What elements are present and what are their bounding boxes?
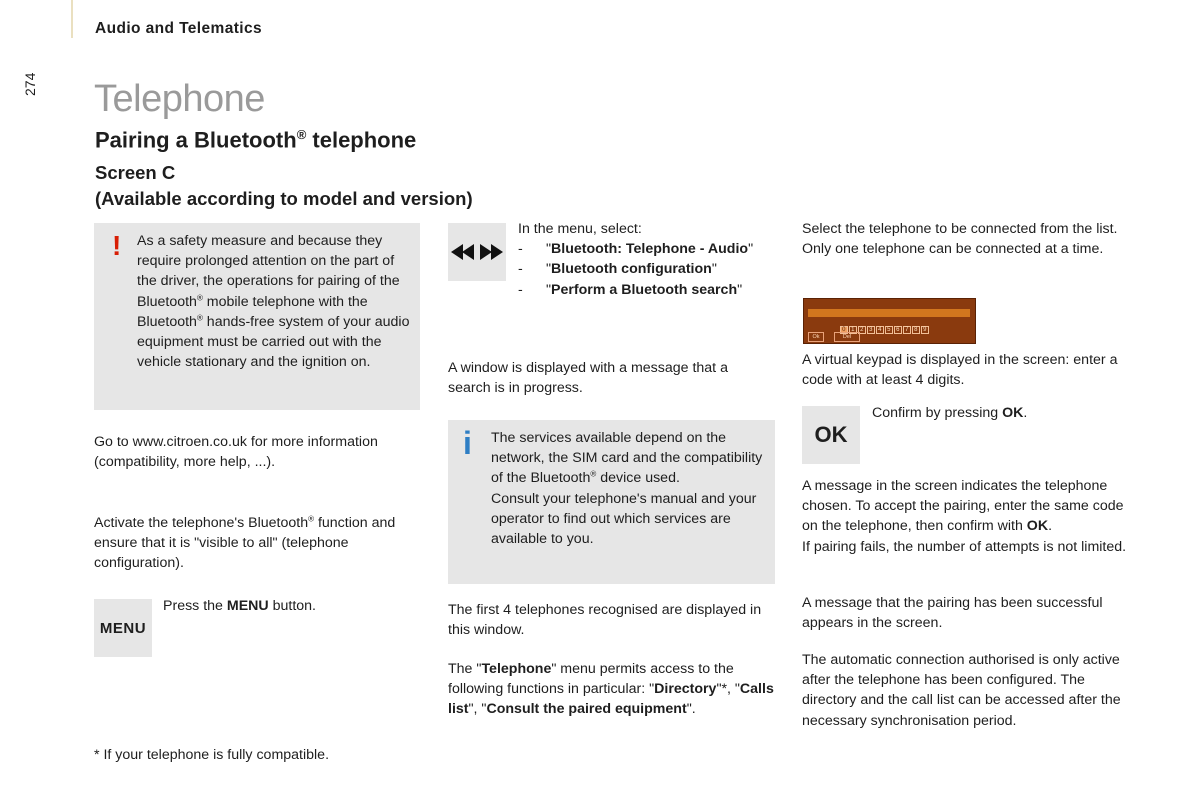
virtual-keypad <box>840 318 970 333</box>
activate-text: Activate the telephone's Bluetooth® function and ensure that it is "visible to all" (telephone configuration). <box>94 514 396 572</box>
screen-entry-bar <box>808 309 970 317</box>
menu-path-item: - "Perform a Bluetooth search" <box>518 280 780 300</box>
menu-step-text: Press the MENU button. <box>163 598 316 614</box>
keypad-key: 7 <box>903 326 911 334</box>
keypad-key: 0 <box>840 326 848 334</box>
keypad-key: 1 <box>849 326 857 334</box>
footnote: * If your telephone is fully compatible. <box>94 747 330 763</box>
keypad-key: 2 <box>858 326 866 334</box>
menu-path-item: - "Bluetooth configuration" <box>518 259 780 279</box>
page-title: Telephone <box>94 78 265 120</box>
menu-path-list <box>518 239 780 300</box>
warning-box <box>94 223 420 410</box>
success-text: A message that the pairing has been successful appears in the screen. <box>802 595 1103 632</box>
seek-buttons-icon <box>448 223 506 281</box>
info-icon: i <box>463 425 472 461</box>
website-note: Go to www.citroen.co.uk for more information (compatibility, more help, ...). <box>94 434 378 471</box>
keypad-key: 6 <box>894 326 902 334</box>
section-title: Audio and Telematics <box>95 20 263 37</box>
menu-select-intro: In the menu, select: <box>518 221 642 237</box>
auto-connect-text: The automatic connection authorised is only active after the telephone has been configured. The directory and the call list can be accessed after the necessary synchronisation period. <box>802 652 1121 729</box>
telephone-menu-text: The "Telephone" menu permits access to the following functions in particular: "Directory"*, "Calls list", "Consult the paired equipment". <box>448 661 774 718</box>
info-text: The services available depend on the network, the SIM card and the compatibility of the Bluetooth® device used. Consult your telephone's manual and your operator to find out which services are available to you. <box>491 430 763 548</box>
keypad-key: 9 <box>921 326 929 334</box>
keypad-key: 3 <box>867 326 875 334</box>
warning-text: As a safety measure and because they require prolonged attention on the part of the driver, the operations for pairing of the Bluetooth® mobile telephone with the Bluetooth® hands-free system of your audio equipment must be carried out with the vehicle stationary and the ignition on. <box>137 233 410 371</box>
keypad-key: 5 <box>885 326 893 334</box>
ok-button-label: OK <box>814 422 848 447</box>
keypad-key: 4 <box>876 326 884 334</box>
confirm-text: Confirm by pressing OK. <box>872 405 1028 421</box>
section-heading: Pairing a Bluetooth® telephone <box>95 127 417 153</box>
menu-button-label: MENU <box>99 619 147 637</box>
keypad-text: A virtual keypad is displayed in the screen: enter a code with at least 4 digits. <box>802 352 1118 389</box>
keypad-screen <box>803 298 976 344</box>
ok-button-icon <box>802 406 860 464</box>
pairing-message-text: A message in the screen indicates the telephone chosen. To accept the pairing, enter the same code on the telephone, then confirm with OK. If pairing fails, the number of attempts is not limited. <box>802 478 1127 555</box>
page-number: 274 <box>22 72 38 96</box>
keypad-key: 8 <box>912 326 920 334</box>
screen-del-key: Del <box>834 332 860 342</box>
info-box <box>448 420 775 584</box>
menu-path-item: - "Bluetooth: Telephone - Audio" <box>518 239 780 259</box>
exclamation-icon: ! <box>112 230 122 261</box>
select-phone-text: Select the telephone to be connected from the list. Only one telephone can be connected at a time. <box>802 221 1118 258</box>
screen-ok-key: Ok <box>808 332 824 342</box>
subheading-screen: Screen C <box>95 162 176 183</box>
menu-select-block <box>518 219 780 300</box>
first4-text: The first 4 telephones recognised are displayed in this window. <box>448 602 762 639</box>
search-text: A window is displayed with a message that a search is in progress. <box>448 360 728 397</box>
seek-arrows-icon <box>450 242 504 262</box>
menu-button-icon <box>94 599 152 657</box>
subheading-availability: (Available according to model and version) <box>95 188 473 209</box>
header-rule <box>71 0 73 38</box>
